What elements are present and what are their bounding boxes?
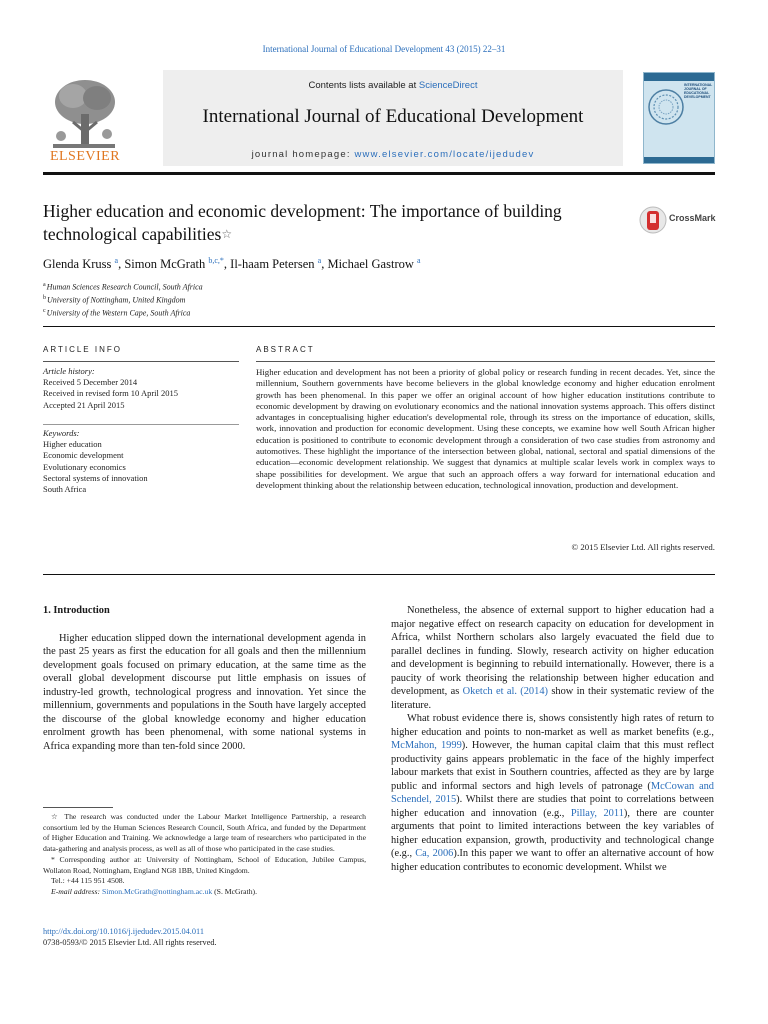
abstract-rule (256, 361, 715, 362)
footnotes (43, 812, 366, 898)
affiliation: $^b$University of Nottingham, United Kingdom (43, 295, 186, 305)
keyword: Economic development (43, 450, 124, 461)
history-label: Article history: (43, 366, 95, 376)
doi-link[interactable]: http://dx.doi.org/10.1016/j.ijedudev.2015.04.011 (43, 927, 205, 936)
crossmark-badge[interactable] (639, 205, 719, 235)
body-paragraph: Nonetheless, the absence of external support to higher education had a major negative effect on research capacity on education for development in Africa, whilst Northern scholars also largely evacuated the field due to parallel declines in funding. Slowly, research activity on higher education and development is beginning to rebuild internationally. However, there is a paucity of work theorising the relationship between higher education and development, as Oketch et al. (2014) show in their systematic review of the literature. (391, 605, 714, 711)
history-revised: Received in revised form 10 April 2015 (43, 388, 179, 399)
title-footnote-star[interactable]: ☆ (221, 227, 233, 241)
keywords-rule (43, 424, 239, 425)
keyword-list (43, 428, 239, 495)
telephone: Tel.: +44 115 951 4508. (51, 876, 125, 886)
contents-line: Contents lists available at ScienceDirect (308, 80, 478, 91)
section-rule (43, 326, 715, 327)
article-title: Higher education and economic development: The importance of building technological capabilities☆ (43, 201, 562, 244)
article-info-heading: ARTICLE INFO (43, 345, 122, 354)
doi-block (43, 926, 217, 948)
journal-masthead (43, 70, 715, 166)
keyword: Higher education (43, 439, 102, 450)
author-affiliation-ref[interactable]: a (417, 256, 421, 265)
body-column-right (391, 604, 714, 874)
cover-title: INTERNATIONAL JOURNAL OF EDUCATIONAL DEVELOPMENT (684, 83, 713, 99)
body-paragraph: What robust evidence there is, shows consistently high rates of return to higher education and points to non-market as well as market benefits (e.g., McMahon, 1999). However, the human capital claim that this must reflect productivity gains appears problematic in the face of the highly imperfect labour markets that exist in Southern countries, affected as they are by large public and informal sectors and high levels of patronage (McCowan and Schendel, 2015). Whilst there are studies that point to correlations between higher education and innovation (e.g., Pillay, 2011), there are counter arguments that point to limited interactions between the key variables of higher education expansion, growth, productivity and technological change (e.g., Ca, 2006).In this paper we want to offer an alternative account of how higher education contributes to economic development. Whilst we (391, 713, 714, 873)
author-affiliation-ref[interactable]: b,c,* (208, 256, 224, 265)
keyword: South Africa (43, 484, 87, 495)
article-history (43, 366, 239, 411)
keywords-label: Keywords: (43, 428, 80, 438)
corresponding-author-footnote: * Corresponding author at: University of Nottingham, School of Education, Jubilee Campus, Wollaton Road, Nottingham, England NG8 1BB, United Kingdom. (43, 854, 367, 875)
sciencedirect-link[interactable]: ScienceDirect (418, 80, 478, 91)
history-accepted: Accepted 21 April 2015 (43, 399, 125, 410)
journal-homepage-link[interactable]: www.elsevier.com/locate/ijedudev (354, 149, 535, 160)
issn-copyright: 0738-0593/© 2015 Elsevier Ltd. All rights reserved. (43, 938, 217, 947)
abstract-copyright: © 2015 Elsevier Ltd. All rights reserved. (571, 542, 715, 552)
citation-link[interactable]: Ca, 2006 (415, 848, 454, 859)
citation-link[interactable]: McCowan and Schendel, 2015 (391, 780, 714, 805)
abstract-text: Higher education and development has not been a priority of global policy or research funding in recent decades. Yet, since the millennium, Southern governments have become believers in the global knowledge economy and higher education enrolment growth has been phenomenal. In this paper we offer an original account of how higher education institutions contribute to economic development by drawing on evolutionary economics and the national innovation systems approach. This offers distinct advantages in conceptualising higher education's developmental role, through its stress on the importance of education, skills, work, innovation and production for economic development. Using these concepts, we examine how well South African higher education is positioned to contribute to economic development through a consideration of two case studies from astronomy and automotives. These highlight the importance of the intersection between global, national, sectoral and spatial dimensions of the education—economic development relationship. We suggest that dynamics at multiple scalar levels work in complex ways to shape possibilities for development. We argue that such an approach offers a way forward for international education and development thinking about the relationship between education, technological innovation, production and development. (256, 367, 715, 490)
history-received: Received 5 December 2014 (43, 377, 138, 388)
keyword: Evolutionary economics (43, 461, 126, 472)
email-line: E-mail address: Simon.McGrath@nottingham.ac.uk (S. McGrath). (51, 886, 258, 896)
article-info-rule (43, 361, 239, 362)
section-heading-introduction: 1. Introduction (43, 605, 110, 616)
abstract-heading: ABSTRACT (256, 345, 315, 354)
footnote-star: ☆ (51, 812, 61, 821)
citation-link[interactable]: Oketch et al. (2014) (462, 686, 548, 697)
email-link[interactable]: Simon.McGrath@nottingham.ac.uk (101, 886, 213, 896)
journal-cover-thumbnail[interactable] (643, 72, 715, 164)
author-name: Glenda Kruss (43, 257, 112, 272)
journal-title: International Journal of Educational Development (202, 106, 584, 127)
body-rule (43, 574, 715, 575)
citation-link[interactable]: Pillay, 2011 (570, 807, 624, 819)
body-paragraph: Higher education slipped down the international development agenda in the past 25 years as first the education for all goals and then the millennium development goals focused on primary education, at the same time as the overall global development discourse put little emphasis on issues of industry-led growth, technological progress and innovation. Yet since the millennium, governments and populations in the South have largely accepted the discourse of the global knowledge economy and higher education enrolment growth has been phenomenal, with some national systems in Africa expanding more than ten-fold since 2000. (43, 632, 366, 752)
citation-link[interactable]: McMahon, 1999 (391, 740, 462, 751)
elsevier-wordmark: ELSEVIER (49, 149, 121, 164)
author-list: Glenda Kruss $^a$, Simon McGrath $^{b,c,*}$, Il-haam Petersen $^a$, Michael Gastrow $^a$ (43, 256, 421, 272)
body-column-left (43, 604, 366, 753)
author-affiliation-ref[interactable]: a (114, 256, 119, 265)
affiliation: $^a$Human Sciences Research Council, South Africa (43, 282, 203, 292)
affiliation: $^c$University of the Western Cape, South Africa (43, 308, 191, 318)
author-name: Michael Gastrow (327, 257, 414, 272)
journal-homepage: journal homepage: www.elsevier.com/locate/ijedudev (251, 149, 535, 160)
affiliation-list (43, 280, 443, 319)
journal-banner (163, 70, 623, 166)
author-affiliation-ref[interactable]: a (317, 256, 322, 265)
author-name: Simon McGrath (124, 257, 206, 272)
funding-footnote: ☆ The research was conducted under the Labour Market Intelligence Partnership, a research consortium led by the Human Sciences Research Council, South Africa, and funded by the Department of Higher Education and Training. We acknowledge a large team of researchers who participated in the data-gathering and analysis process, as well as all of those who participated in the case studies. (43, 812, 366, 854)
crossmark-icon (639, 205, 667, 235)
journal-citation[interactable]: International Journal of Educational Development 43 (2015) 22–31 (262, 44, 506, 54)
masthead-rule (43, 172, 715, 175)
crossmark-label: CrossMark (669, 213, 716, 223)
author-name: Il-haam Petersen (230, 257, 315, 272)
footnote-rule (43, 807, 113, 808)
keyword: Sectoral systems of innovation (43, 472, 148, 483)
